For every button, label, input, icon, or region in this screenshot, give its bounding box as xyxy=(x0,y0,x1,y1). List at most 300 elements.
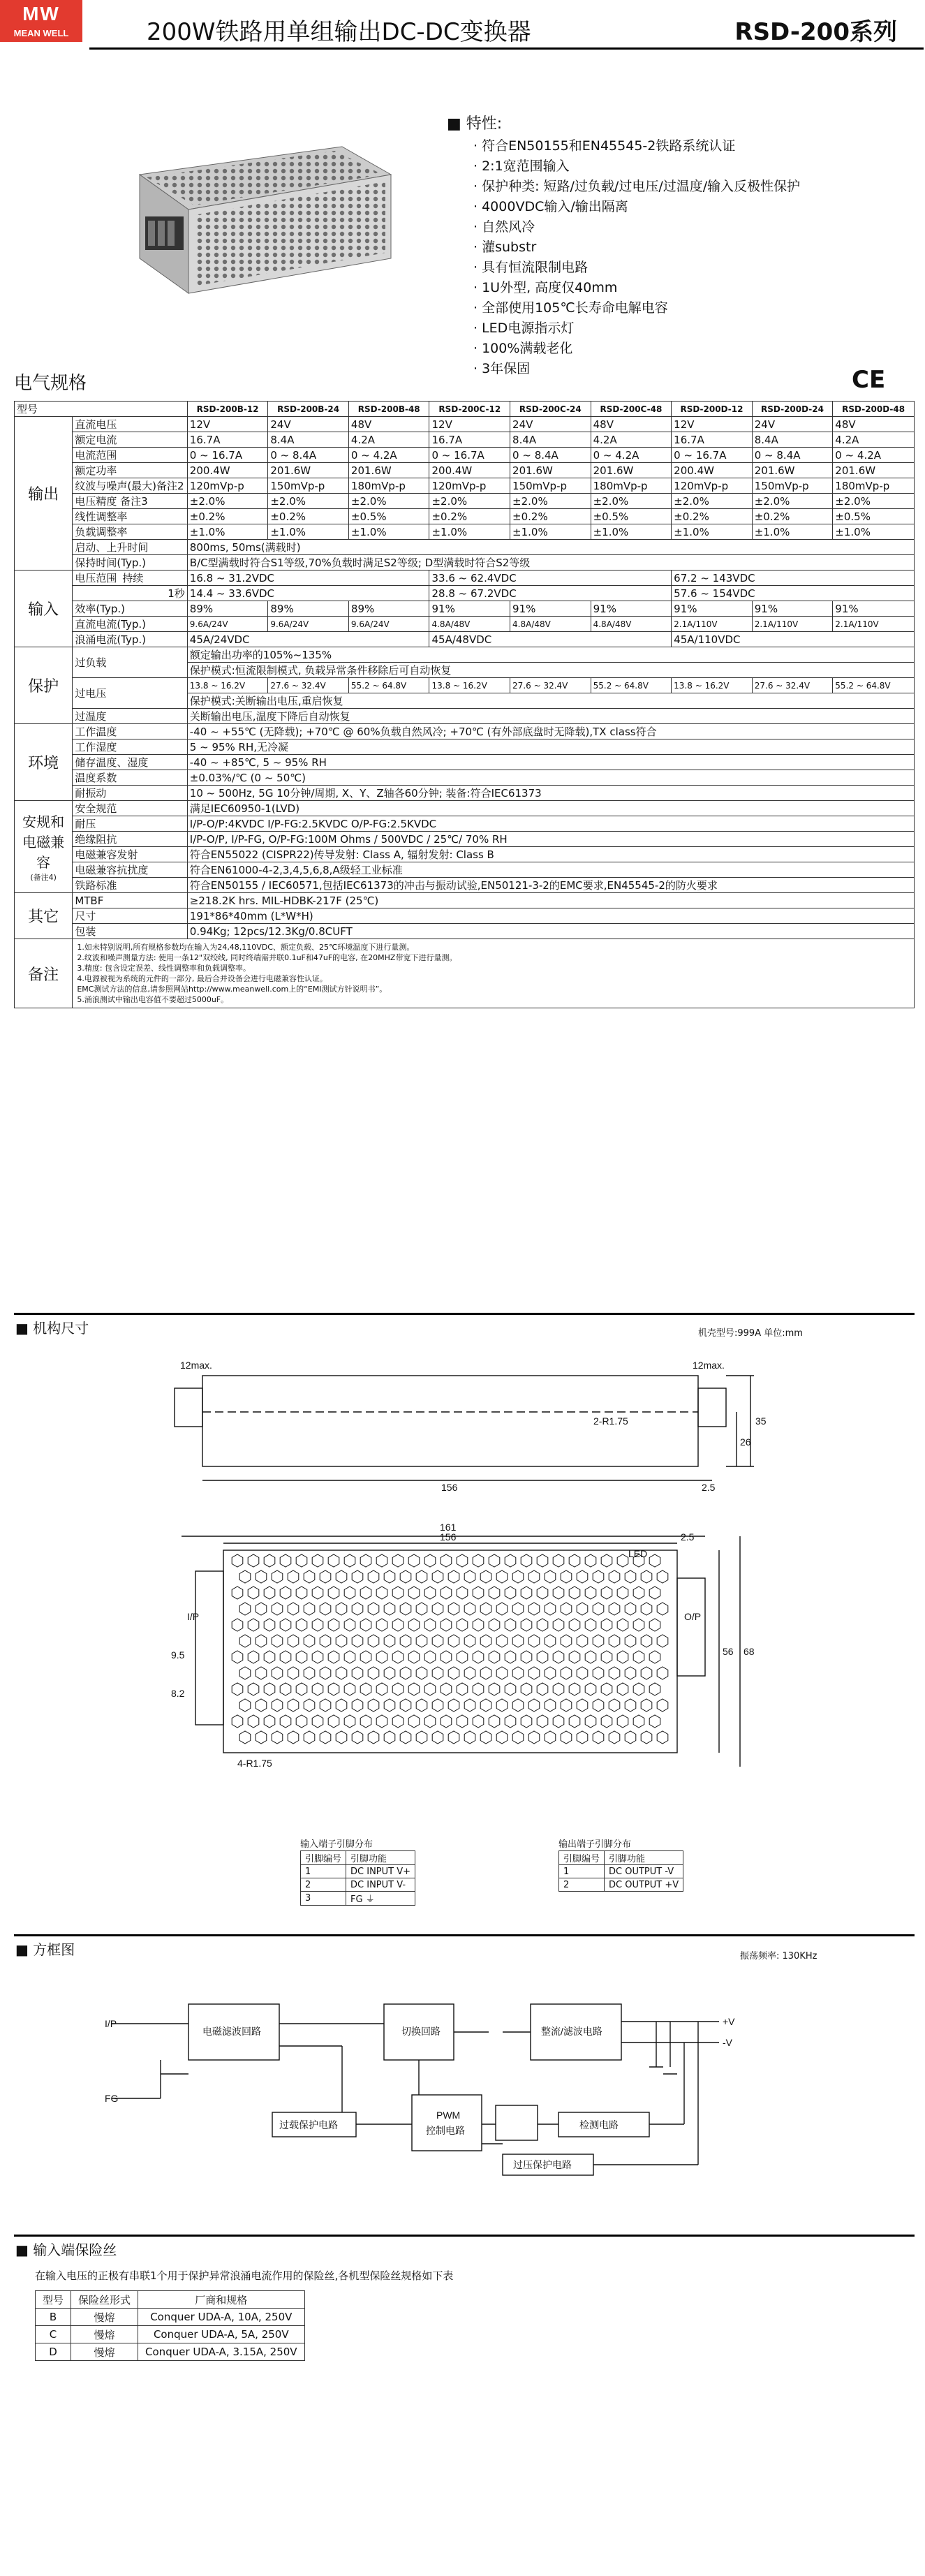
spec-cell: ±1.0% xyxy=(672,524,753,540)
spec-cell: 12V xyxy=(429,417,510,432)
fuse-tag: ■ 输入端保险丝 xyxy=(15,2239,117,2259)
vent-hex xyxy=(593,1699,604,1712)
vent-hex xyxy=(344,1587,355,1599)
vent-hex xyxy=(344,1554,355,1567)
group-other: 其它 xyxy=(15,893,73,939)
spec-row xyxy=(15,924,915,939)
vent-hex xyxy=(384,1635,395,1647)
vent-hex xyxy=(489,1554,500,1567)
vent-hex xyxy=(649,1651,660,1663)
vent-hex xyxy=(328,1554,339,1567)
pin-head: 引脚功能 xyxy=(605,1851,683,1865)
vent-hex xyxy=(657,1731,668,1744)
spec-row xyxy=(15,893,915,908)
spec-cell: 33.6 ~ 62.4VDC xyxy=(429,571,672,586)
spec-cell: 27.6 ~ 32.4V xyxy=(268,678,349,693)
model-name: RSD-200C-24 xyxy=(510,402,591,417)
vent-hex xyxy=(641,1635,652,1647)
spec-row xyxy=(15,770,915,786)
bd-fg: FG xyxy=(105,2093,119,2104)
vent-hex xyxy=(416,1667,427,1679)
fuse-cell: D xyxy=(36,2343,71,2361)
vent-hex xyxy=(239,1603,251,1615)
vent-hex xyxy=(577,1731,588,1744)
meanwell-logo xyxy=(0,0,84,42)
group-safety xyxy=(15,801,73,893)
vent-hex xyxy=(489,1715,500,1728)
vent-hex xyxy=(368,1635,379,1647)
vent-hex xyxy=(512,1635,524,1647)
spec-cell: ±2.0% xyxy=(348,494,429,509)
series-name: RSD-200系列 xyxy=(734,18,897,46)
vent-hex xyxy=(633,1683,644,1695)
vent-hex xyxy=(424,1683,436,1695)
spec-row xyxy=(15,417,915,432)
spec-cell: ±0.2% xyxy=(672,509,753,524)
vent-hex xyxy=(473,1554,484,1567)
spec-cell: 符合EN61000-4-2,3,4,5,6,8,A级轻工业标准 xyxy=(187,862,914,878)
spec-row xyxy=(15,939,915,1008)
vent-hex xyxy=(368,1570,379,1583)
vent-hex xyxy=(296,1651,307,1663)
param-label: 启动、上升时间 xyxy=(73,540,187,555)
spec-table xyxy=(14,401,915,1008)
spec-cell: 27.6 ~ 32.4V xyxy=(510,678,591,693)
vent-hex xyxy=(264,1619,275,1631)
vent-hex xyxy=(336,1603,347,1615)
bd-pwm: PWM xyxy=(436,2110,461,2121)
vent-hex xyxy=(352,1603,363,1615)
spec-cell: 27.6 ~ 32.4V xyxy=(752,678,833,693)
spec-cell: 13.8 ~ 16.2V xyxy=(187,678,268,693)
vent-hex xyxy=(569,1651,580,1663)
vent-hex xyxy=(625,1667,636,1679)
mechanical-drawing xyxy=(14,1348,915,1850)
model-name: RSD-200D-24 xyxy=(752,402,833,417)
param-label: 铁路标准 xyxy=(73,878,187,893)
feature-item: · 灌substr xyxy=(473,237,800,258)
param-label: 负载调整率 xyxy=(73,524,187,540)
vent-hex xyxy=(641,1667,652,1679)
note-line: 2.纹波和噪声测量方法: 使用一条12"双绞线, 同时终端需并联0.1uF和47uF的电容, 在20MHZ带宽下进行量测。 xyxy=(77,953,457,962)
vent-hex xyxy=(464,1603,475,1615)
vent-hex xyxy=(512,1570,524,1583)
vent-hex xyxy=(489,1651,500,1663)
vent-hex xyxy=(480,1635,491,1647)
spec-cell: -40 ~ +85℃, 5 ~ 95% RH xyxy=(187,755,914,770)
mech-tag: ■ 机构尺寸 xyxy=(15,1317,89,1337)
vent-hex xyxy=(288,1731,299,1744)
vent-hex xyxy=(264,1587,275,1599)
feature-item: · 2:1宽范围输入 xyxy=(473,156,800,177)
vent-hex xyxy=(561,1731,572,1744)
vent-hex xyxy=(232,1715,243,1728)
vent-hex xyxy=(400,1699,411,1712)
vent-hex xyxy=(336,1667,347,1679)
vent-hex xyxy=(473,1587,484,1599)
spec-cell: 8.4A xyxy=(752,432,833,448)
vent-hex xyxy=(457,1619,468,1631)
vent-hex xyxy=(264,1715,275,1728)
vent-hex xyxy=(248,1554,259,1567)
vent-hex xyxy=(432,1699,443,1712)
spec-cell: 9.6A/24V xyxy=(268,617,349,632)
vent-hex xyxy=(457,1587,468,1599)
spec-row xyxy=(15,832,915,847)
vent-hex xyxy=(537,1587,548,1599)
param-label: 过负载 xyxy=(73,647,187,678)
vent-hex xyxy=(344,1619,355,1631)
vent-hex xyxy=(432,1667,443,1679)
vent-hex xyxy=(496,1603,508,1615)
fuse-head: 厂商和规格 xyxy=(138,2291,305,2309)
vent-hex xyxy=(441,1554,452,1567)
spec-cell: 89% xyxy=(348,601,429,617)
vent-hex xyxy=(441,1651,452,1663)
vent-hex xyxy=(537,1715,548,1728)
vent-hex xyxy=(489,1683,500,1695)
vent-hex xyxy=(545,1699,556,1712)
vent-hex xyxy=(512,1603,524,1615)
vent-hex xyxy=(448,1731,459,1744)
block-rule xyxy=(14,1934,915,1936)
param-label: 效率(Typ.) xyxy=(73,601,187,617)
spec-section-title: 电气规格 xyxy=(14,373,87,394)
group-environment: 环境 xyxy=(15,724,73,801)
vent-hex xyxy=(288,1667,299,1679)
param-label: 绝缘阻抗 xyxy=(73,832,187,847)
vent-hex xyxy=(248,1587,259,1599)
vent-hex xyxy=(569,1587,580,1599)
vent-hex xyxy=(464,1667,475,1679)
fuse-cell: 慢熔 xyxy=(71,2309,138,2326)
dim-label: 12max. xyxy=(693,1360,725,1371)
vent-hex xyxy=(545,1731,556,1744)
spec-cell: 保护模式:关断输出电压,重启恢复 xyxy=(187,693,914,709)
vent-hex xyxy=(264,1683,275,1695)
spec-cell: 180mVp-p xyxy=(833,478,915,494)
spec-cell: 89% xyxy=(187,601,268,617)
spec-cell: 201.6W xyxy=(268,463,349,478)
spec-cell: 保护模式:恒流限制模式, 负载异常条件移除后可自动恢复 xyxy=(187,663,914,678)
vent-hex xyxy=(505,1715,516,1728)
spec-cell: ±1.0% xyxy=(268,524,349,540)
vent-hex xyxy=(569,1683,580,1695)
spec-cell: 13.8 ~ 16.2V xyxy=(672,678,753,693)
spec-cell: 0 ~ 4.2A xyxy=(348,448,429,463)
vent-hex xyxy=(617,1715,628,1728)
spec-cell: 28.8 ~ 67.2VDC xyxy=(429,586,672,601)
model-name: RSD-200B-48 xyxy=(348,402,429,417)
vent-hex xyxy=(448,1667,459,1679)
vent-hex xyxy=(617,1587,628,1599)
vent-hex xyxy=(496,1635,508,1647)
vent-hex xyxy=(360,1587,371,1599)
notes-cell xyxy=(73,939,915,1008)
spec-cell: ±0.03%/℃ (0 ~ 50℃) xyxy=(187,770,914,786)
osc-freq: 振荡频率: 130KHz xyxy=(740,1951,817,1962)
vent-hex xyxy=(352,1635,363,1647)
vent-hex xyxy=(480,1699,491,1712)
param-label: 耐压 xyxy=(73,816,187,832)
vent-hex xyxy=(304,1667,315,1679)
spec-cell: 67.2 ~ 143VDC xyxy=(672,571,915,586)
vent-hex xyxy=(368,1699,379,1712)
vent-hex xyxy=(593,1731,604,1744)
spec-cell: 200.4W xyxy=(429,463,510,478)
features-list xyxy=(447,136,800,379)
vent-hex xyxy=(376,1683,387,1695)
spec-cell: ±2.0% xyxy=(510,494,591,509)
vent-hex xyxy=(432,1570,443,1583)
product-image xyxy=(112,133,405,300)
fuse-rule xyxy=(14,2235,915,2237)
vent-hex xyxy=(441,1683,452,1695)
vent-hex xyxy=(585,1651,596,1663)
param-label: 浪涌电流(Typ.) xyxy=(73,632,187,647)
pin-head: 引脚功能 xyxy=(346,1851,415,1865)
casing-info: 机壳型号:999A 单位:mm xyxy=(698,1328,803,1339)
spec-cell: 150mVp-p xyxy=(268,478,349,494)
vent-hex xyxy=(505,1587,516,1599)
spec-cell: 额定输出功率的105%~135% xyxy=(187,647,914,663)
group-input: 输入 xyxy=(15,571,73,647)
vent-hex xyxy=(457,1651,468,1663)
vent-hex xyxy=(376,1619,387,1631)
vent-hex xyxy=(384,1603,395,1615)
fuse-cell: 慢熔 xyxy=(71,2343,138,2361)
vent-hex xyxy=(480,1667,491,1679)
vent-hex xyxy=(424,1554,436,1567)
vent-hex xyxy=(368,1667,379,1679)
vent-hex xyxy=(601,1554,612,1567)
bd-switch: 切换回路 xyxy=(401,2026,441,2037)
vent-hex xyxy=(256,1731,267,1744)
vent-hex xyxy=(641,1731,652,1744)
vent-hex xyxy=(545,1667,556,1679)
param-label: 电磁兼容抗扰度 xyxy=(73,862,187,878)
page-title: 200W铁路用单组输出DC-DC变换器 xyxy=(147,18,531,46)
vent-hex xyxy=(528,1699,540,1712)
vent-hex xyxy=(408,1651,420,1663)
vent-hex xyxy=(512,1667,524,1679)
vent-hex xyxy=(473,1651,484,1663)
vent-hex xyxy=(352,1731,363,1744)
spec-row xyxy=(15,509,915,524)
spec-cell: ±1.0% xyxy=(752,524,833,540)
spec-cell: 91% xyxy=(672,601,753,617)
spec-cell: 150mVp-p xyxy=(510,478,591,494)
param-label: 电压精度 备注3 xyxy=(73,494,187,509)
spec-cell: ±0.5% xyxy=(833,509,915,524)
bd-emi: 电磁滤波回路 xyxy=(202,2026,261,2037)
vent-hex xyxy=(649,1554,660,1567)
vent-hex xyxy=(312,1619,323,1631)
vrange-label: 电压范围 xyxy=(75,572,117,584)
vent-hex xyxy=(424,1651,436,1663)
vent-hex xyxy=(617,1554,628,1567)
vent-hex xyxy=(424,1619,436,1631)
vent-hex xyxy=(320,1635,331,1647)
vent-hex xyxy=(496,1699,508,1712)
feature-item: · LED电源指示灯 xyxy=(473,318,800,339)
vent-hex xyxy=(392,1651,404,1663)
spec-cell: 0.94Kg; 12pcs/12.3Kg/0.8CUFT xyxy=(187,924,914,939)
vent-hex xyxy=(424,1715,436,1728)
fuse-cell: Conquer UDA-A, 5A, 250V xyxy=(138,2326,305,2343)
fuse-cell: 慢熔 xyxy=(71,2326,138,2343)
vent-hex xyxy=(424,1587,436,1599)
vent-hex xyxy=(545,1603,556,1615)
param-label: 工作湿度 xyxy=(73,739,187,755)
vent-hex xyxy=(633,1587,644,1599)
bd-vplus: +V xyxy=(723,2016,735,2027)
vent-hex xyxy=(280,1619,291,1631)
bd-pwm-ctl: 控制电路 xyxy=(426,2125,465,2136)
vent-hex xyxy=(296,1587,307,1599)
dim-label: 12max. xyxy=(180,1360,212,1371)
vent-hex xyxy=(280,1587,291,1599)
spec-cell: 2.1A/110V xyxy=(833,617,915,632)
vent-hex xyxy=(601,1587,612,1599)
vent-hex xyxy=(625,1570,636,1583)
input-pin-title: 输入端子引脚分布 xyxy=(300,1839,373,1850)
dim-label: 2.5 xyxy=(681,1531,695,1543)
group-protection: 保护 xyxy=(15,647,73,724)
mech-rule xyxy=(14,1313,915,1315)
vent-hex xyxy=(368,1731,379,1744)
spec-cell: 2.1A/110V xyxy=(672,617,753,632)
spec-cell: 800ms, 50ms(满载时) xyxy=(187,540,914,555)
vent-hex xyxy=(376,1715,387,1728)
spec-cell: 180mVp-p xyxy=(348,478,429,494)
vent-hex xyxy=(280,1715,291,1728)
spec-cell: 8.4A xyxy=(510,432,591,448)
vent-hex xyxy=(609,1667,620,1679)
spec-row xyxy=(15,647,915,663)
vent-hex xyxy=(457,1554,468,1567)
dim-label: 35 xyxy=(755,1415,767,1427)
param-label: 过温度 xyxy=(73,709,187,724)
vent-hex xyxy=(312,1651,323,1663)
vent-hex xyxy=(432,1603,443,1615)
vent-hex xyxy=(416,1731,427,1744)
vent-hex xyxy=(641,1603,652,1615)
vent-hex xyxy=(528,1603,540,1615)
vent-hex xyxy=(464,1731,475,1744)
vent-hex xyxy=(256,1699,267,1712)
spec-cell: ±1.0% xyxy=(591,524,672,540)
vent-hex xyxy=(569,1619,580,1631)
vent-hex xyxy=(248,1619,259,1631)
spec-row xyxy=(15,632,915,647)
vent-hex xyxy=(384,1667,395,1679)
vent-hex xyxy=(441,1715,452,1728)
vent-hex xyxy=(264,1554,275,1567)
vent-hex xyxy=(521,1619,532,1631)
spec-row xyxy=(15,739,915,755)
vent-hex xyxy=(336,1699,347,1712)
group-output: 输出 xyxy=(15,417,73,571)
spec-cell: 150mVp-p xyxy=(752,478,833,494)
note-line: EMC测试方法的信息,请参照网站http://www.meanwell.com上的“EMI测试方针说明书”。 xyxy=(77,985,387,994)
vent-hex xyxy=(336,1731,347,1744)
vent-hex xyxy=(400,1731,411,1744)
vent-hex xyxy=(553,1587,564,1599)
param-label: 安全规范 xyxy=(73,801,187,816)
spec-cell: 91% xyxy=(752,601,833,617)
spec-cell: 12V xyxy=(672,417,753,432)
vent-hex xyxy=(649,1683,660,1695)
spec-cell: 201.6W xyxy=(752,463,833,478)
vent-hex xyxy=(304,1570,315,1583)
vent-hex xyxy=(239,1635,251,1647)
spec-row xyxy=(15,786,915,801)
vent-hex xyxy=(392,1587,404,1599)
vent-hex xyxy=(280,1683,291,1695)
spec-cell: 0 ~ 16.7A xyxy=(429,448,510,463)
fuse-head: 保险丝形式 xyxy=(71,2291,138,2309)
spec-cell: 24V xyxy=(510,417,591,432)
vent-hex xyxy=(553,1619,564,1631)
vent-hex xyxy=(601,1683,612,1695)
vent-hex xyxy=(288,1603,299,1615)
dim-label: 161 xyxy=(440,1522,457,1533)
spec-cell: 8.4A xyxy=(268,432,349,448)
vent-hex xyxy=(320,1570,331,1583)
note-line: 3.精度: 包含设定误差、线性调整率和负载调整率。 xyxy=(77,964,251,973)
vent-hex xyxy=(280,1651,291,1663)
pin-head: 引脚编号 xyxy=(301,1851,346,1865)
vent-hex xyxy=(232,1651,243,1663)
vent-hex xyxy=(609,1570,620,1583)
vent-hex xyxy=(496,1667,508,1679)
spec-row xyxy=(15,601,915,617)
vent-hex xyxy=(480,1731,491,1744)
model-label: 型号 xyxy=(15,402,188,417)
vent-hex xyxy=(464,1570,475,1583)
spec-cell: 48V xyxy=(833,417,915,432)
vent-hex xyxy=(320,1699,331,1712)
spec-cell: 12V xyxy=(187,417,268,432)
vent-hex xyxy=(416,1603,427,1615)
vent-hex xyxy=(344,1683,355,1695)
vent-hex xyxy=(593,1635,604,1647)
vent-hex xyxy=(625,1731,636,1744)
param-label: 过电压 xyxy=(73,678,187,709)
dim-label: LED xyxy=(628,1548,648,1559)
vent-hex xyxy=(408,1715,420,1728)
vent-hex xyxy=(521,1554,532,1567)
vent-hex xyxy=(232,1554,243,1567)
spec-cell: 201.6W xyxy=(833,463,915,478)
spec-cell: 0 ~ 8.4A xyxy=(268,448,349,463)
bd-detect: 检测电路 xyxy=(579,2119,619,2130)
dim-label: 9.5 xyxy=(171,1649,185,1661)
spec-cell: 45A/48VDC xyxy=(429,632,672,647)
model-name: RSD-200C-48 xyxy=(591,402,672,417)
dim-label: 8.2 xyxy=(171,1688,185,1699)
spec-row xyxy=(15,755,915,770)
vent-hex xyxy=(256,1570,267,1583)
param-label: 耐振动 xyxy=(73,786,187,801)
spec-cell: 45A/110VDC xyxy=(672,632,915,647)
vent-hex xyxy=(448,1635,459,1647)
param-label: 直流电压 xyxy=(73,417,187,432)
vent-hex xyxy=(521,1683,532,1695)
dim-label: O/P xyxy=(684,1611,702,1622)
vent-hex xyxy=(537,1619,548,1631)
